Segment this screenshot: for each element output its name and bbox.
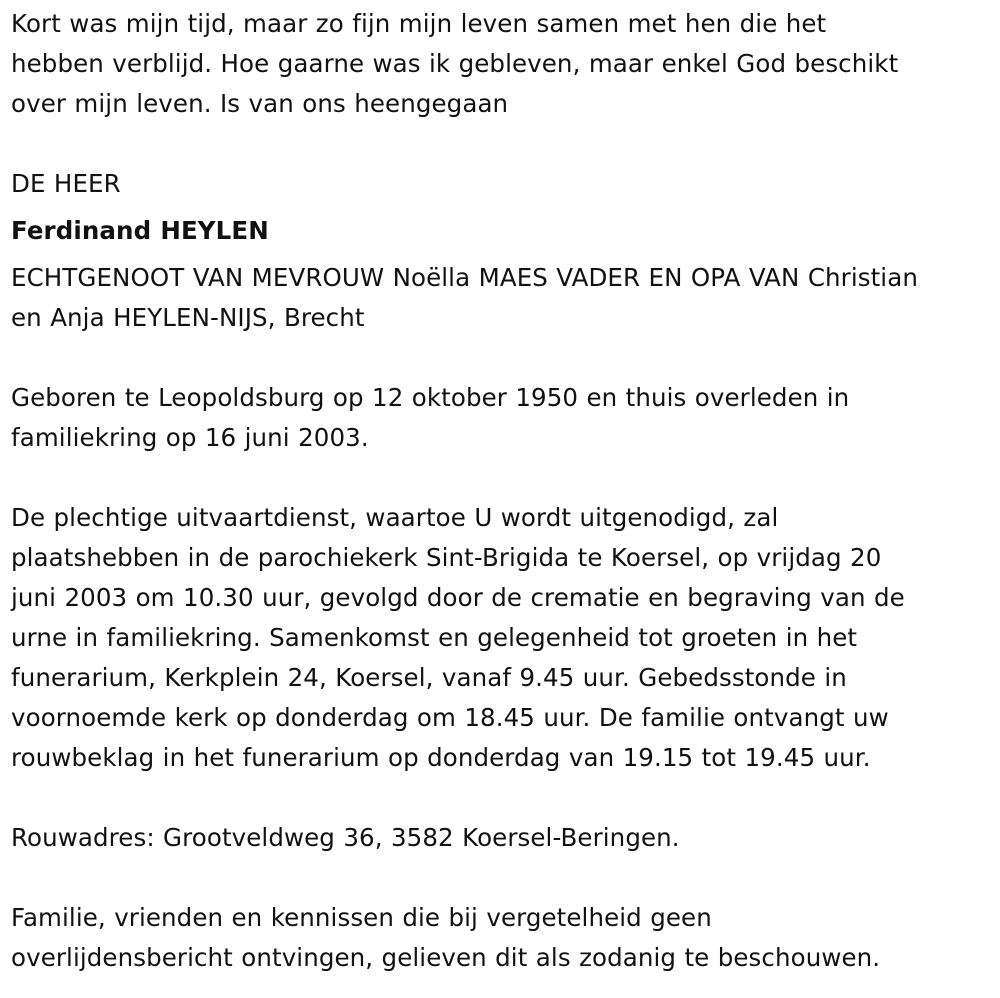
mourning-address: Rouwadres: Grootveldweg 36, 3582 Koersel-Beringen. xyxy=(11,823,680,852)
closing-paragraph: Familie, vrienden en kennissen die bij vergetelheid geen overlijdensbericht ontvingen, gelieven dit als zodanig te beschouwen. xyxy=(11,903,881,972)
ceremony-paragraph: De plechtige uitvaartdienst, waartoe U wordt uitgenodigd, zal plaatshebben in de parochiekerk Sint-Brigida te Koersel, op vrijdag 20 juni 2003 om 10.30 uur, gevolgd door de crematie en begraving van de urne in familiekring. Samenkomst en gelegenheid tot groeten in het funerarium, Kerkplein 24, Koersel, vanaf 9.45 uur. Gebedsstonde in voornoemde kerk op donderdag om 18.45 uur. De familie ontvangt uw rouwbeklag in het funerarium op donderdag van 19.15 tot 19.45 uur. xyxy=(11,503,905,772)
deceased-name: Ferdinand HEYLEN xyxy=(11,216,269,245)
birth-death-paragraph: Geboren te Leopoldsburg op 12 oktober 1950 en thuis overleden in familiekring op 16 juni 2003. xyxy=(11,383,850,452)
honorific-title: DE HEER xyxy=(11,169,121,198)
intro-paragraph: Kort was mijn tijd, maar zo fijn mijn leven samen met hen die het hebben verblijd. Hoe gaarne was ik gebleven, maar enkel God beschikt over mijn leven. Is van ons heengegaan xyxy=(11,9,899,118)
obituary-notice xyxy=(11,4,991,978)
family-relations: ECHTGENOOT VAN MEVROUW Noëlla MAES VADER EN OPA VAN Christian en Anja HEYLEN-NIJS, Brecht xyxy=(11,263,918,332)
